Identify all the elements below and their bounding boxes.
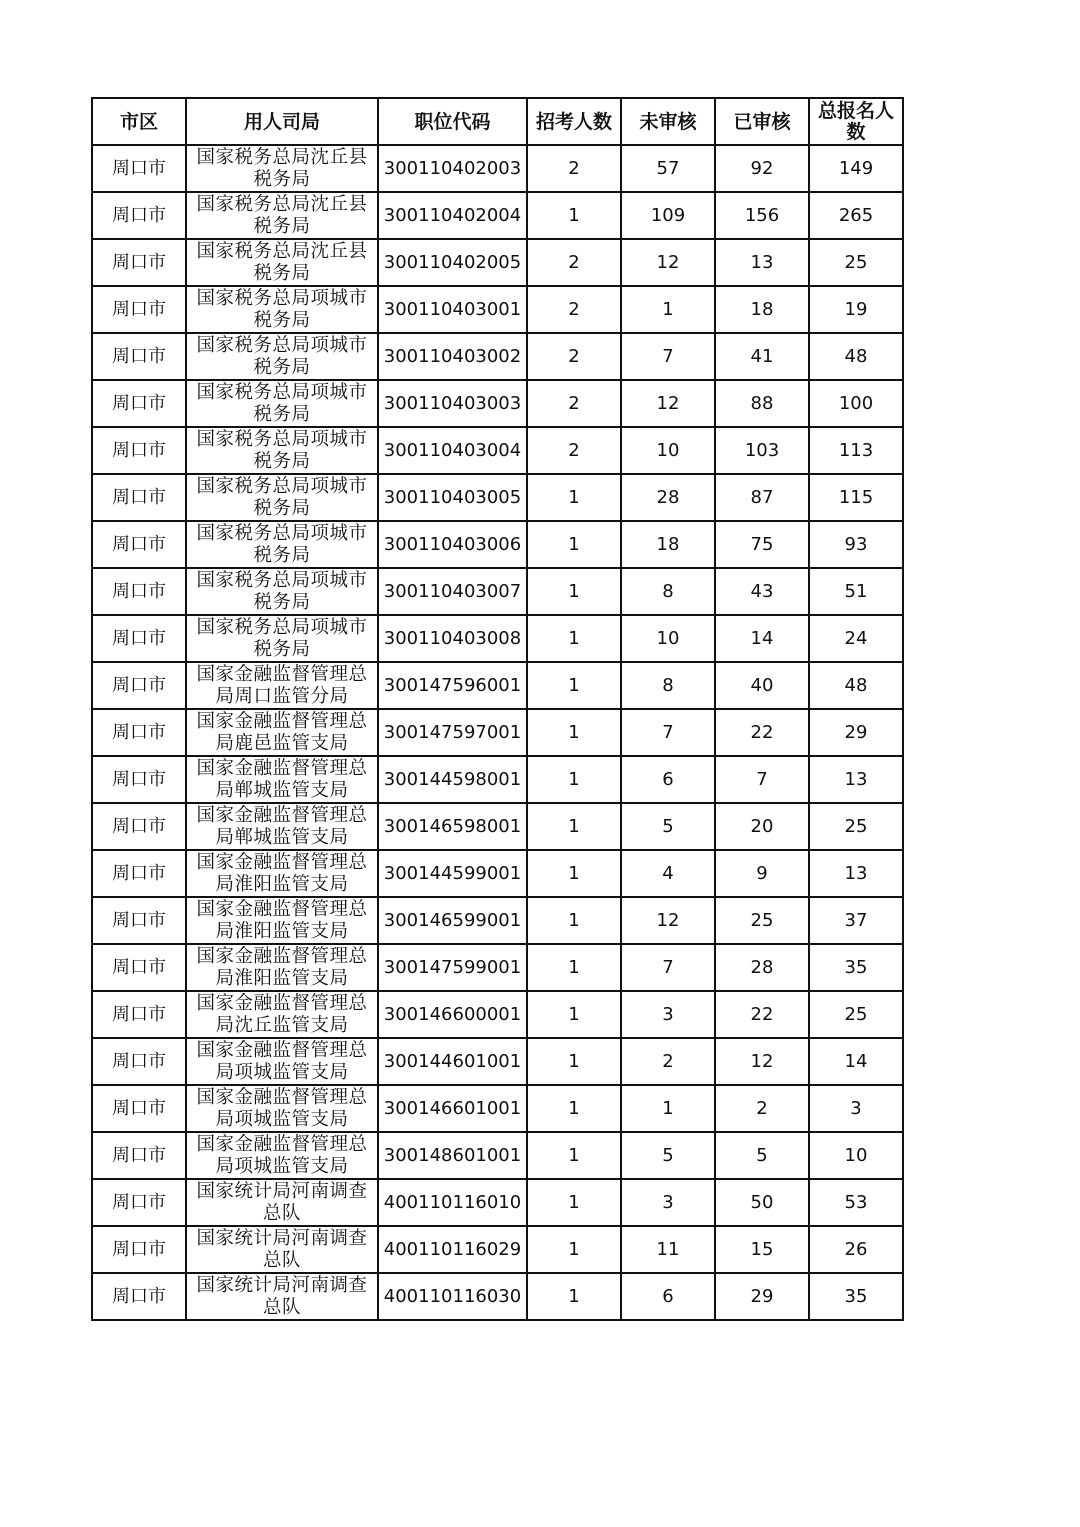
header-row [92,98,903,145]
position-code-cell: 300110402004 [378,192,527,239]
recruit-count-cell: 1 [527,1179,621,1226]
table-row [92,568,903,615]
reviewed-cell: 29 [715,1273,809,1320]
unreviewed-cell: 8 [621,568,715,615]
position-code-cell: 400110116010 [378,1179,527,1226]
position-code-cell: 300146601001 [378,1085,527,1132]
position-code-cell: 300144598001 [378,756,527,803]
table-row [92,380,903,427]
recruit-count-cell: 1 [527,803,621,850]
reviewed-cell: 92 [715,145,809,192]
bureau-cell: 国家统计局河南调查总队 [186,1273,378,1320]
table-row [92,615,903,662]
unreviewed-cell: 7 [621,944,715,991]
position-code-cell: 300147597001 [378,709,527,756]
total-applicants-cell: 13 [809,850,903,897]
city-cell: 周口市 [92,568,186,615]
bureau-cell: 国家金融监督管理总局郸城监管支局 [186,756,378,803]
unreviewed-cell: 28 [621,474,715,521]
unreviewed-cell: 109 [621,192,715,239]
reviewed-cell: 14 [715,615,809,662]
unreviewed-cell: 3 [621,1179,715,1226]
position-code-cell: 300147596001 [378,662,527,709]
reviewed-cell: 40 [715,662,809,709]
bureau-cell: 国家金融监督管理总局项城监管支局 [186,1085,378,1132]
reviewed-cell: 7 [715,756,809,803]
reviewed-cell: 103 [715,427,809,474]
unreviewed-cell: 12 [621,380,715,427]
unreviewed-cell: 57 [621,145,715,192]
total-applicants-cell: 3 [809,1085,903,1132]
header-unreviewed: 未审核 [621,98,715,145]
recruit-count-cell: 1 [527,991,621,1038]
position-code-cell: 300110402005 [378,239,527,286]
reviewed-cell: 18 [715,286,809,333]
unreviewed-cell: 12 [621,239,715,286]
city-cell: 周口市 [92,239,186,286]
total-applicants-cell: 25 [809,991,903,1038]
unreviewed-cell: 18 [621,521,715,568]
total-applicants-cell: 37 [809,897,903,944]
position-code-cell: 400110116030 [378,1273,527,1320]
recruit-count-cell: 1 [527,1038,621,1085]
city-cell: 周口市 [92,1085,186,1132]
recruit-count-cell: 1 [527,756,621,803]
unreviewed-cell: 8 [621,662,715,709]
reviewed-cell: 50 [715,1179,809,1226]
bureau-cell: 国家金融监督管理总局项城监管支局 [186,1038,378,1085]
recruit-count-cell: 1 [527,1085,621,1132]
recruit-count-cell: 1 [527,1226,621,1273]
unreviewed-cell: 7 [621,709,715,756]
table-body [92,145,903,1320]
city-cell: 周口市 [92,897,186,944]
recruit-count-cell: 1 [527,897,621,944]
total-applicants-cell: 24 [809,615,903,662]
reviewed-cell: 43 [715,568,809,615]
reviewed-cell: 9 [715,850,809,897]
unreviewed-cell: 1 [621,286,715,333]
header-city: 市区 [92,98,186,145]
total-applicants-cell: 13 [809,756,903,803]
reviewed-cell: 12 [715,1038,809,1085]
total-applicants-cell: 48 [809,333,903,380]
position-code-cell: 300110403008 [378,615,527,662]
position-code-cell: 300146600001 [378,991,527,1038]
table-row [92,474,903,521]
unreviewed-cell: 5 [621,1132,715,1179]
position-code-cell: 300110403007 [378,568,527,615]
header-bureau: 用人司局 [186,98,378,145]
table-row [92,1179,903,1226]
total-applicants-cell: 48 [809,662,903,709]
unreviewed-cell: 7 [621,333,715,380]
reviewed-cell: 20 [715,803,809,850]
total-applicants-cell: 19 [809,286,903,333]
bureau-cell: 国家税务总局项城市税务局 [186,474,378,521]
reviewed-cell: 15 [715,1226,809,1273]
table-row [92,1038,903,1085]
unreviewed-cell: 4 [621,850,715,897]
table-row [92,239,903,286]
reviewed-cell: 87 [715,474,809,521]
position-code-cell: 400110116029 [378,1226,527,1273]
total-applicants-cell: 35 [809,1273,903,1320]
reviewed-cell: 156 [715,192,809,239]
total-applicants-cell: 100 [809,380,903,427]
bureau-cell: 国家税务总局沈丘县税务局 [186,239,378,286]
recruit-count-cell: 1 [527,568,621,615]
table-row [92,1226,903,1273]
unreviewed-cell: 6 [621,1273,715,1320]
total-applicants-cell: 14 [809,1038,903,1085]
table-row [92,427,903,474]
registration-table [91,97,904,1321]
city-cell: 周口市 [92,474,186,521]
recruit-count-cell: 1 [527,850,621,897]
city-cell: 周口市 [92,286,186,333]
reviewed-cell: 88 [715,380,809,427]
table-row [92,803,903,850]
table-row [92,1085,903,1132]
position-code-cell: 300148601001 [378,1132,527,1179]
unreviewed-cell: 3 [621,991,715,1038]
recruit-count-cell: 1 [527,615,621,662]
table-row [92,944,903,991]
position-code-cell: 300144601001 [378,1038,527,1085]
position-code-cell: 300144599001 [378,850,527,897]
recruit-count-cell: 1 [527,1132,621,1179]
table-row [92,145,903,192]
position-code-cell: 300147599001 [378,944,527,991]
total-applicants-cell: 265 [809,192,903,239]
bureau-cell: 国家金融监督管理总局周口监管分局 [186,662,378,709]
total-applicants-cell: 113 [809,427,903,474]
unreviewed-cell: 2 [621,1038,715,1085]
city-cell: 周口市 [92,1226,186,1273]
city-cell: 周口市 [92,1273,186,1320]
city-cell: 周口市 [92,991,186,1038]
table-row [92,1273,903,1320]
bureau-cell: 国家税务总局项城市税务局 [186,333,378,380]
city-cell: 周口市 [92,427,186,474]
bureau-cell: 国家税务总局项城市税务局 [186,380,378,427]
reviewed-cell: 25 [715,897,809,944]
unreviewed-cell: 5 [621,803,715,850]
reviewed-cell: 28 [715,944,809,991]
city-cell: 周口市 [92,662,186,709]
recruit-count-cell: 1 [527,709,621,756]
header-total-applicants: 总报名人数 [809,98,903,145]
recruit-count-cell: 2 [527,427,621,474]
reviewed-cell: 2 [715,1085,809,1132]
city-cell: 周口市 [92,192,186,239]
city-cell: 周口市 [92,850,186,897]
header-reviewed: 已审核 [715,98,809,145]
bureau-cell: 国家税务总局沈丘县税务局 [186,145,378,192]
city-cell: 周口市 [92,1132,186,1179]
bureau-cell: 国家金融监督管理总局沈丘监管支局 [186,991,378,1038]
bureau-cell: 国家金融监督管理总局项城监管支局 [186,1132,378,1179]
total-applicants-cell: 25 [809,239,903,286]
bureau-cell: 国家税务总局项城市税务局 [186,427,378,474]
unreviewed-cell: 11 [621,1226,715,1273]
total-applicants-cell: 149 [809,145,903,192]
position-code-cell: 300110403001 [378,286,527,333]
bureau-cell: 国家金融监督管理总局淮阳监管支局 [186,850,378,897]
table-row [92,1132,903,1179]
bureau-cell: 国家统计局河南调查总队 [186,1226,378,1273]
position-code-cell: 300110403004 [378,427,527,474]
recruit-count-cell: 1 [527,944,621,991]
reviewed-cell: 22 [715,709,809,756]
table-row [92,897,903,944]
bureau-cell: 国家金融监督管理总局淮阳监管支局 [186,944,378,991]
header-recruit-count: 招考人数 [527,98,621,145]
table-row [92,709,903,756]
position-code-cell: 300110403003 [378,380,527,427]
city-cell: 周口市 [92,380,186,427]
recruit-count-cell: 1 [527,192,621,239]
position-code-cell: 300146598001 [378,803,527,850]
unreviewed-cell: 10 [621,615,715,662]
city-cell: 周口市 [92,944,186,991]
recruit-count-cell: 1 [527,1273,621,1320]
table-row [92,286,903,333]
table-row [92,521,903,568]
recruit-count-cell: 1 [527,474,621,521]
unreviewed-cell: 1 [621,1085,715,1132]
total-applicants-cell: 26 [809,1226,903,1273]
total-applicants-cell: 53 [809,1179,903,1226]
reviewed-cell: 13 [715,239,809,286]
city-cell: 周口市 [92,1038,186,1085]
city-cell: 周口市 [92,709,186,756]
unreviewed-cell: 12 [621,897,715,944]
reviewed-cell: 75 [715,521,809,568]
city-cell: 周口市 [92,803,186,850]
bureau-cell: 国家金融监督管理总局淮阳监管支局 [186,897,378,944]
position-code-cell: 300110403006 [378,521,527,568]
bureau-cell: 国家税务总局项城市税务局 [186,521,378,568]
reviewed-cell: 5 [715,1132,809,1179]
city-cell: 周口市 [92,333,186,380]
reviewed-cell: 41 [715,333,809,380]
position-code-cell: 300110403002 [378,333,527,380]
bureau-cell: 国家金融监督管理总局鹿邑监管支局 [186,709,378,756]
city-cell: 周口市 [92,145,186,192]
table-row [92,756,903,803]
total-applicants-cell: 25 [809,803,903,850]
recruit-count-cell: 2 [527,239,621,286]
position-code-cell: 300110403005 [378,474,527,521]
recruit-count-cell: 1 [527,521,621,568]
table-row [92,662,903,709]
bureau-cell: 国家税务总局项城市税务局 [186,568,378,615]
bureau-cell: 国家税务总局项城市税务局 [186,286,378,333]
bureau-cell: 国家税务总局项城市税务局 [186,615,378,662]
unreviewed-cell: 10 [621,427,715,474]
recruit-count-cell: 2 [527,145,621,192]
unreviewed-cell: 6 [621,756,715,803]
table-row [92,333,903,380]
recruit-count-cell: 1 [527,662,621,709]
table-row [92,850,903,897]
city-cell: 周口市 [92,756,186,803]
bureau-cell: 国家税务总局沈丘县税务局 [186,192,378,239]
total-applicants-cell: 29 [809,709,903,756]
position-code-cell: 300110402003 [378,145,527,192]
bureau-cell: 国家统计局河南调查总队 [186,1179,378,1226]
reviewed-cell: 22 [715,991,809,1038]
recruit-count-cell: 2 [527,286,621,333]
total-applicants-cell: 10 [809,1132,903,1179]
total-applicants-cell: 115 [809,474,903,521]
total-applicants-cell: 93 [809,521,903,568]
city-cell: 周口市 [92,1179,186,1226]
total-applicants-cell: 35 [809,944,903,991]
recruit-count-cell: 2 [527,333,621,380]
city-cell: 周口市 [92,615,186,662]
table-row [92,991,903,1038]
city-cell: 周口市 [92,521,186,568]
position-code-cell: 300146599001 [378,897,527,944]
table-row [92,192,903,239]
bureau-cell: 国家金融监督管理总局郸城监管支局 [186,803,378,850]
recruit-count-cell: 2 [527,380,621,427]
total-applicants-cell: 51 [809,568,903,615]
header-position-code: 职位代码 [378,98,527,145]
